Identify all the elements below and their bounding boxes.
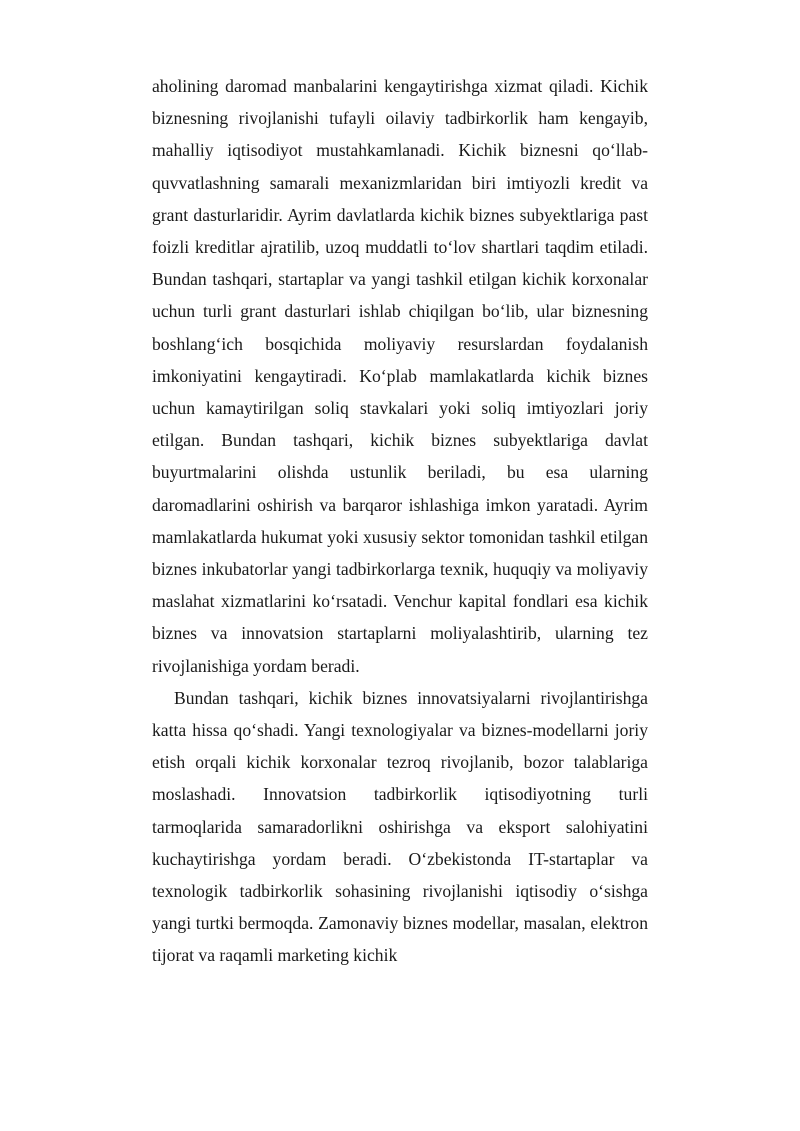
paragraph-1: aholining daromad manbalarini kengaytirishga xizmat qiladi. Kichik biznesning rivojlanishi tufayli oilaviy tadbirkorlik ham kengayib, mahalliy iqtisodiyot mustahkamlanadi. Kichik biznesni qo‘llab-quvvatlashning samarali mexanizmlaridan biri imtiyozli kredit va grant dasturlaridir. Ayrim davlatlarda kichik biznes subyektlariga past foizli kreditlar ajratilib, uzoq muddatli to‘lov shartlari taqdim etiladi. Bundan tashqari, startaplar va yangi tashkil etilgan kichik korxonalar uchun turli grant dasturlari ishlab chiqilgan bo‘lib, ular biznesning boshlang‘ich bosqichida moliyaviy resurslardan foydalanish imkoniyatini kengaytiradi. Ko‘plab mamlakatlarda kichik biznes uchun kamaytirilgan soliq stavkalari yoki soliq imtiyozlari joriy etilgan. Bundan tashqari, kichik biznes subyektlariga davlat buyurtmalarini olishda ustunlik beriladi, bu esa ularning daromadlarini oshirish va barqaror ishlashiga imkon yaratadi. Ayrim mamlakatlarda hukumat yoki xususiy sektor tomonidan tashkil etilgan biznes inkubatorlar yangi tadbirkorlarga texnik, huquqiy va moliyaviy maslahat xizmatlarini ko‘rsatadi. Venchur kapital fondlari esa kichik biznes va innovatsion startaplarni moliyalashtirib, ularning tez rivojlanishiga yordam beradi. — [152, 76, 648, 676]
body-text — [152, 70, 648, 972]
paragraph-2: Bundan tashqari, kichik biznes innovatsiyalarni rivojlantirishga katta hissa qo‘shadi. Yangi texnologiyalar va biznes-modellarni joriy etish orqali kichik korxonalar tezroq rivojlanib, bozor talablariga moslashadi. Innovatsion tadbirkorlik iqtisodiyotning turli tarmoqlarida samaradorlikni oshirishga va eksport salohiyatini kuchaytirishga yordam beradi. O‘zbekistonda IT-startaplar va texnologik tadbirkorlik sohasining rivojlanishi iqtisodiy o‘sishga yangi turtki bermoqda. Zamonaviy biznes modellar, masalan, elektron tijorat va raqamli marketing kichik — [152, 687, 648, 966]
